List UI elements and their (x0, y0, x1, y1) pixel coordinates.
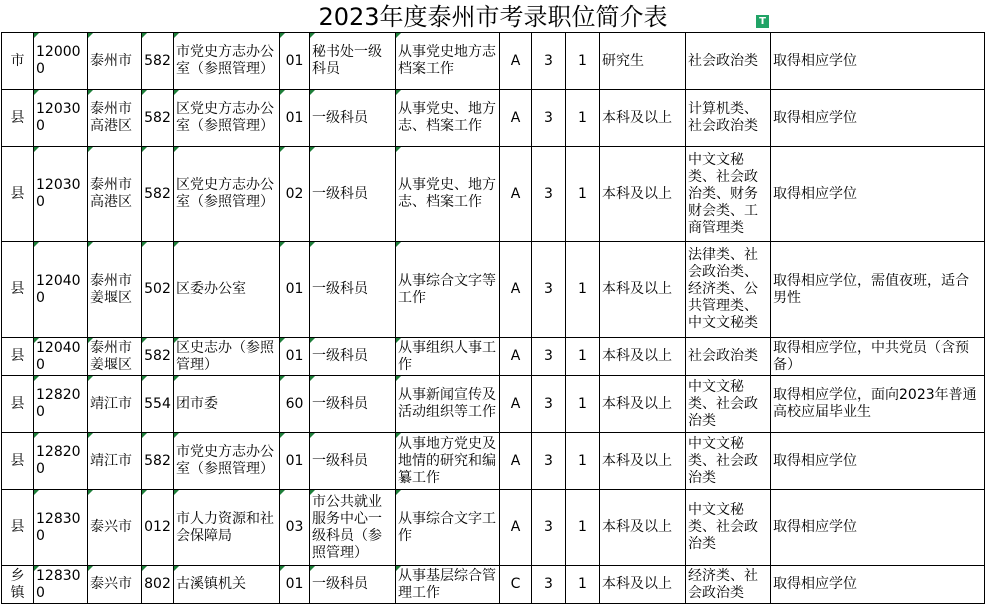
cell-requirements[interactable]: 取得相应学位 (771, 147, 985, 242)
cell-position-code[interactable]: 03 (280, 490, 310, 566)
cell-category[interactable]: A (500, 90, 532, 147)
cell-code[interactable]: 120300 (34, 90, 88, 147)
table-row (2, 242, 985, 338)
cell-position-code[interactable]: 01 (280, 90, 310, 147)
cell-requirements[interactable]: 取得相应学位 (771, 490, 985, 566)
cell-position-code[interactable]: 01 (280, 33, 310, 90)
cell-department[interactable]: 区党史方志办公室（参照管理） (174, 90, 280, 147)
cell-ratio[interactable]: 3 (532, 433, 566, 490)
cell-requirements[interactable]: 取得相应学位 (771, 433, 985, 490)
cell-region[interactable]: 泰州市姜堰区 (88, 242, 142, 338)
cell-dept-code[interactable]: 582 (142, 433, 174, 490)
cell-count[interactable]: 1 (566, 566, 600, 604)
cell-major[interactable]: 中文文秘类、社会政治类 (686, 433, 771, 490)
cell-education[interactable]: 本科及以上 (600, 490, 686, 566)
cell-major[interactable]: 中文文秘类、社会政治类、财务财会类、工商管理类 (686, 147, 771, 242)
cell-level[interactable]: 县 (2, 490, 34, 566)
cell-count[interactable]: 1 (566, 147, 600, 242)
cell-major[interactable]: 社会政治类 (686, 33, 771, 90)
cell-dept-code[interactable]: 802 (142, 566, 174, 604)
cell-category[interactable]: A (500, 147, 532, 242)
cell-ratio[interactable]: 3 (532, 490, 566, 566)
cell-ratio[interactable]: 3 (532, 147, 566, 242)
cell-count[interactable]: 1 (566, 490, 600, 566)
table-row (2, 90, 985, 147)
cell-major[interactable]: 社会政治类 (686, 338, 771, 376)
cell-duties[interactable]: 从事基层综合管理工作 (396, 566, 500, 604)
cell-code[interactable]: 120000 (34, 33, 88, 90)
cell-duties[interactable]: 从事综合文字工作 (396, 490, 500, 566)
cell-dept-code[interactable]: 582 (142, 90, 174, 147)
cell-code[interactable]: 128200 (34, 376, 88, 433)
cell-category[interactable]: C (500, 566, 532, 604)
cell-requirements[interactable]: 取得相应学位，面向2023年普通高校应届毕业生 (771, 376, 985, 433)
cell-department[interactable]: 市人力资源和社会保障局 (174, 490, 280, 566)
cell-ratio[interactable]: 3 (532, 33, 566, 90)
cell-ratio[interactable]: 3 (532, 376, 566, 433)
cell-position-name[interactable]: 秘书处一级科员 (310, 33, 396, 90)
cell-level[interactable]: 乡镇 (2, 566, 34, 604)
cell-count[interactable]: 1 (566, 33, 600, 90)
cell-position-name[interactable]: 一级科员 (310, 566, 396, 604)
cell-department[interactable]: 区委办公室 (174, 242, 280, 338)
cell-department[interactable]: 区党史方志办公室（参照管理） (174, 147, 280, 242)
cell-department[interactable]: 市党史方志办公室（参照管理） (174, 433, 280, 490)
cell-count[interactable]: 1 (566, 433, 600, 490)
cell-level[interactable]: 县 (2, 433, 34, 490)
cell-position-code[interactable]: 01 (280, 433, 310, 490)
cell-position-code[interactable]: 01 (280, 566, 310, 604)
cell-code[interactable]: 120300 (34, 147, 88, 242)
cell-duties[interactable]: 从事综合文字等工作 (396, 242, 500, 338)
cell-level[interactable]: 县 (2, 242, 34, 338)
cell-region[interactable]: 泰州市姜堰区 (88, 338, 142, 376)
cell-education[interactable]: 本科及以上 (600, 433, 686, 490)
cell-requirements[interactable]: 取得相应学位 (771, 90, 985, 147)
cell-major[interactable]: 法律类、社会政治类、经济类、公共管理类、中文文秘类 (686, 242, 771, 338)
cell-level[interactable]: 县 (2, 147, 34, 242)
cell-category[interactable]: A (500, 242, 532, 338)
cell-dept-code[interactable]: 582 (142, 147, 174, 242)
cell-education[interactable]: 本科及以上 (600, 90, 686, 147)
table-row (2, 566, 985, 604)
cell-position-name[interactable]: 一级科员 (310, 242, 396, 338)
cell-department[interactable]: 古溪镇机关 (174, 566, 280, 604)
cell-region[interactable]: 泰州市高港区 (88, 90, 142, 147)
cell-position-name[interactable]: 一级科员 (310, 376, 396, 433)
cell-duties[interactable]: 从事党史、地方志、档案工作 (396, 147, 500, 242)
cell-level[interactable]: 县 (2, 376, 34, 433)
cell-category[interactable]: A (500, 376, 532, 433)
table-row (2, 433, 985, 490)
cell-category[interactable]: A (500, 338, 532, 376)
cell-region[interactable]: 泰州市 (88, 33, 142, 90)
cell-ratio[interactable]: 3 (532, 242, 566, 338)
cell-education[interactable]: 本科及以上 (600, 242, 686, 338)
cell-education[interactable]: 本科及以上 (600, 147, 686, 242)
cell-ratio[interactable]: 3 (532, 566, 566, 604)
cell-code[interactable]: 128300 (34, 490, 88, 566)
cell-major[interactable]: 中文文秘类、社会政治类 (686, 376, 771, 433)
cell-category[interactable]: A (500, 490, 532, 566)
cell-requirements[interactable]: 取得相应学位，中共党员（含预备） (771, 338, 985, 376)
cell-region[interactable]: 泰州市高港区 (88, 147, 142, 242)
cell-major[interactable]: 中文文秘类、社会政治类 (686, 490, 771, 566)
cell-position-name[interactable]: 一级科员 (310, 338, 396, 376)
cell-dept-code[interactable]: 582 (142, 338, 174, 376)
cell-education[interactable]: 研究生 (600, 33, 686, 90)
cell-requirements[interactable]: 取得相应学位 (771, 566, 985, 604)
cell-dept-code[interactable]: 582 (142, 33, 174, 90)
cell-duties[interactable]: 从事地方党史及地情的研究和编纂工作 (396, 433, 500, 490)
cell-major[interactable]: 经济类、社会政治类 (686, 566, 771, 604)
cell-count[interactable]: 1 (566, 338, 600, 376)
cell-ratio[interactable]: 3 (532, 338, 566, 376)
cell-dept-code[interactable]: 012 (142, 490, 174, 566)
cell-count[interactable]: 1 (566, 242, 600, 338)
cell-requirements[interactable]: 取得相应学位 (771, 33, 985, 90)
cell-category[interactable]: A (500, 33, 532, 90)
table-row (2, 147, 985, 242)
table-row (2, 376, 985, 433)
cell-code[interactable]: 128300 (34, 566, 88, 604)
cell-ratio[interactable]: 3 (532, 90, 566, 147)
cell-duties[interactable]: 从事组织人事工作 (396, 338, 500, 376)
cell-major[interactable]: 计算机类、社会政治类 (686, 90, 771, 147)
positions-table (1, 32, 985, 604)
cell-position-name[interactable]: 一级科员 (310, 433, 396, 490)
cell-region[interactable]: 靖江市 (88, 433, 142, 490)
cell-education[interactable]: 本科及以上 (600, 376, 686, 433)
table-row (2, 338, 985, 376)
table-row (2, 33, 985, 90)
cell-position-name[interactable]: 一级科员 (310, 147, 396, 242)
cell-department[interactable]: 团市委 (174, 376, 280, 433)
cell-category[interactable]: A (500, 433, 532, 490)
cell-position-code[interactable]: 01 (280, 338, 310, 376)
cell-position-code[interactable]: 60 (280, 376, 310, 433)
cell-code[interactable]: 128200 (34, 433, 88, 490)
cell-duties[interactable]: 从事新闻宣传及活动组织等工作 (396, 376, 500, 433)
cell-dept-code[interactable]: 502 (142, 242, 174, 338)
cell-education[interactable]: 本科及以上 (600, 566, 686, 604)
cell-code[interactable]: 120400 (34, 338, 88, 376)
cell-education[interactable]: 本科及以上 (600, 338, 686, 376)
cell-region[interactable]: 泰兴市 (88, 566, 142, 604)
cell-level[interactable]: 县 (2, 338, 34, 376)
sheet-title: 2023年度泰州市考录职位简介表 (318, 3, 668, 31)
spreadsheet-app-icon: T (756, 15, 769, 28)
cell-count[interactable]: 1 (566, 90, 600, 147)
cell-region[interactable]: 泰兴市 (88, 490, 142, 566)
cell-position-name[interactable]: 一级科员 (310, 90, 396, 147)
cell-dept-code[interactable]: 554 (142, 376, 174, 433)
cell-requirements[interactable]: 取得相应学位，需值夜班，适合男性 (771, 242, 985, 338)
cell-level[interactable]: 县 (2, 90, 34, 147)
cell-position-code[interactable]: 01 (280, 242, 310, 338)
cell-position-code[interactable]: 02 (280, 147, 310, 242)
cell-department[interactable]: 区史志办（参照管理） (174, 338, 280, 376)
cell-department[interactable]: 市党史方志办公室（参照管理） (174, 33, 280, 90)
cell-duties[interactable]: 从事党史地方志档案工作 (396, 33, 500, 90)
cell-position-name[interactable]: 市公共就业服务中心一级科员（参照管理） (310, 490, 396, 566)
table-row (2, 490, 985, 566)
cell-count[interactable]: 1 (566, 376, 600, 433)
cell-code[interactable]: 120400 (34, 242, 88, 338)
cell-duties[interactable]: 从事党史、地方志、档案工作 (396, 90, 500, 147)
cell-level[interactable]: 市 (2, 33, 34, 90)
cell-region[interactable]: 靖江市 (88, 376, 142, 433)
